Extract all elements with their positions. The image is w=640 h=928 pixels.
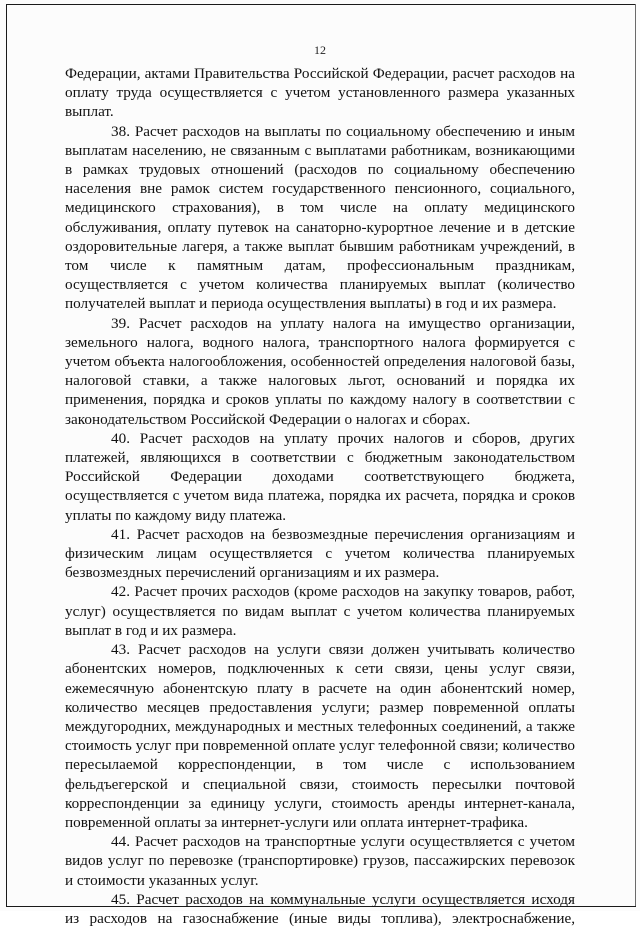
scan-border-right	[635, 4, 636, 907]
scan-border-top	[6, 4, 636, 5]
paragraph-38: 38. Расчет расходов на выплаты по социальному обеспечению и иным выплатам населению, не связанным с выплатами работникам, возникающими в рамках трудовых отношений (расходов по социальному обеспечению населения вне рамок систем государственного пенсионного, социального, медицинского страхования), в том числе на оплату медицинского обслуживания, оплату путевок на санаторно-курортное лечение и в детские оздоровительные лагеря, а также выплат бывшим работникам учреждений, в том числе к памятным датам, профессиональным праздникам, осуществляется с учетом количества планируемых выплат (количество получателей выплат и периода осуществления выплаты) в год и их размера.	[65, 122, 575, 313]
paragraph-41: 41. Расчет расходов на безвозмездные перечисления организациям и физическим лицам осуществляется с учетом количества планируемых безвозмездных перечислений организациям и их размера.	[65, 525, 575, 582]
paragraph-44: 44. Расчет расходов на транспортные услуги осуществляется с учетом видов услуг по перевозке (транспортировке) грузов, пассажирских перевозок и стоимости указанных услуг.	[65, 833, 575, 889]
document-body	[65, 64, 575, 928]
page-number: 12	[314, 43, 326, 57]
paragraph-43: 43. Расчет расходов на услуги связи должен учитывать количество абонентских номеров, подключенных к сети связи, цены услуг связи, ежемесячную абонентскую плату в расчете на один абонентский номер, количество месяцев предоставления услуги; размер повременной оплаты междугородних, международных и местных телефонных соединений, а также стоимость услуг при повременной оплате услуг телефонной связи; количество пересылаемой корреспонденции, в том числе с использованием фельдъегерской и специальной связи, стоимость пересылки почтовой корреспонденции за единицу услуги, стоимость аренды интернет-канала, повременной оплаты за интернет-услуги или оплата интернет-трафика.	[65, 641, 575, 831]
paragraph-39: 39. Расчет расходов на уплату налога на имущество организации, земельного налога, водного налога, транспортного налога формируется с учетом объекта налогообложения, особенностей определения налоговой базы, налоговой ставки, а также налоговых льгот, оснований и порядка их применения, порядка и сроков уплаты по каждому налогу в соответствии с законодательством Российской Федерации о налогах и сборах.	[65, 314, 575, 428]
scan-border-left	[6, 4, 7, 907]
paragraph-42: 42. Расчет прочих расходов (кроме расходов на закупку товаров, работ, услуг) осуществляется по видам выплат с учетом количества планируемых выплат в год и их размера.	[65, 583, 575, 639]
paragraph-40: 40. Расчет расходов на уплату прочих налогов и сборов, других платежей, являющихся в соответствии с бюджетным законодательством Российской Федерации доходами соответствующего бюджета, осуществляется с учетом вида платежа, порядка их расчета, порядка и сроков уплаты по каждому виду платежа.	[65, 429, 575, 524]
paragraph-continuation: Федерации, актами Правительства Российской Федерации, расчет расходов на оплату труда осуществляется с учетом установленного размера указанных выплат.	[65, 65, 575, 121]
paragraph-45: 45. Расчет расходов на коммунальные услуги осуществляется исходя из расходов на газоснабжение (иные виды топлива), электроснабжение,	[65, 890, 575, 927]
